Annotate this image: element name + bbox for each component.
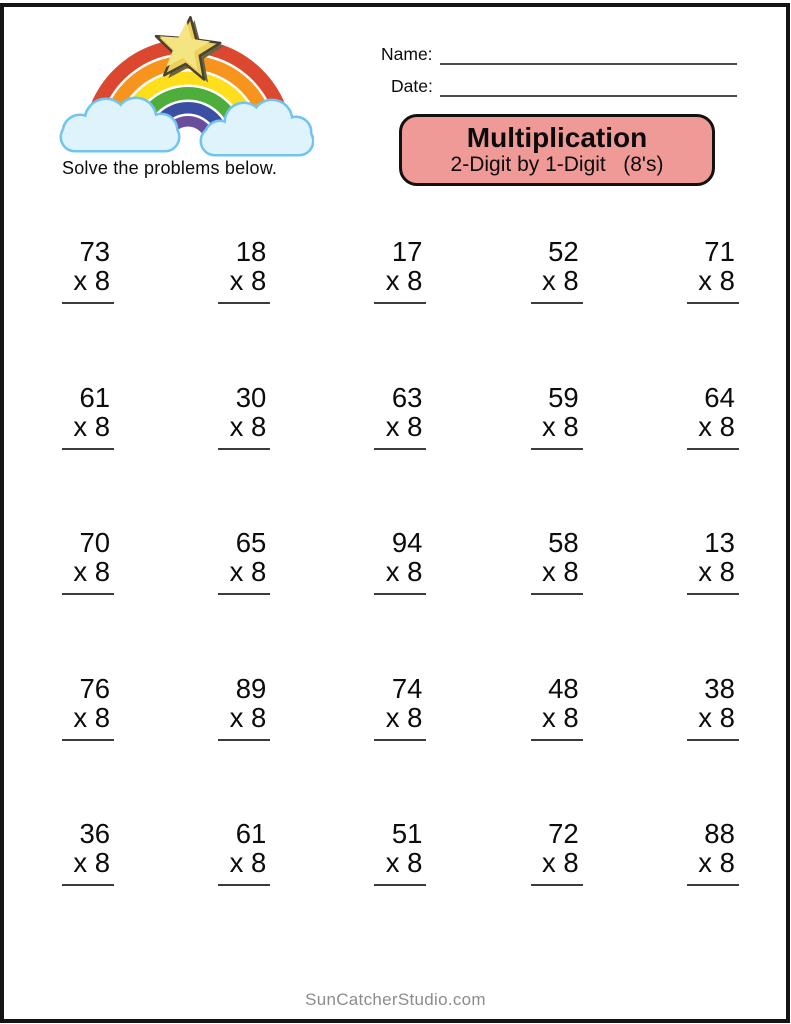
multiplicand: 70 xyxy=(79,527,111,558)
problem-r3-c4 xyxy=(531,528,583,595)
multiplier-row: x 8 xyxy=(542,847,579,878)
instructions-text: Solve the problems below. xyxy=(62,158,278,178)
problem-r1-c4 xyxy=(531,237,583,304)
problem-r5-c2 xyxy=(218,819,270,886)
multiplier-row: x 8 xyxy=(73,701,111,733)
problem-r3-c1 xyxy=(62,528,114,595)
multiplicand: 38 xyxy=(704,672,735,704)
multiplicand: 94 xyxy=(391,527,423,558)
problem-r4-c3 xyxy=(374,674,426,741)
problem-r5-c5 xyxy=(687,819,739,886)
multiplier-row: x 8 xyxy=(385,265,423,296)
problem-r5-c3 xyxy=(374,819,426,886)
multiplier-row: x 8 xyxy=(73,556,111,587)
multiplicand: 64 xyxy=(704,381,735,413)
problem-r1-c2 xyxy=(218,237,270,304)
worksheet-title: Multiplication xyxy=(466,122,648,153)
problem-r3-c5 xyxy=(687,528,739,595)
multiplicand: 48 xyxy=(548,672,579,704)
multiplicand: 13 xyxy=(704,527,735,558)
multiplier-row: x 8 xyxy=(542,410,579,442)
multiplicand: 76 xyxy=(79,672,111,704)
multiplier-row: x 8 xyxy=(542,265,579,296)
problem-r2-c4 xyxy=(531,383,583,450)
multiplier-row: x 8 xyxy=(229,265,267,296)
problem-r2-c3 xyxy=(374,383,426,450)
problem-r1-c1 xyxy=(62,237,114,304)
multiplier-row: x 8 xyxy=(73,265,111,296)
multiplier-row: x 8 xyxy=(698,410,735,442)
problem-r4-c1 xyxy=(62,674,114,741)
name-field-row xyxy=(381,44,737,65)
multiplier-row: x 8 xyxy=(698,701,735,733)
problem-r3-c3 xyxy=(374,528,426,595)
problem-r5-c1 xyxy=(62,819,114,886)
problem-r2-c5 xyxy=(687,383,739,450)
problem-r2-c1 xyxy=(62,383,114,450)
multiplicand: 72 xyxy=(548,818,579,849)
multiplicand: 51 xyxy=(391,818,423,849)
multiplicand: 65 xyxy=(235,527,267,558)
multiplier-row: x 8 xyxy=(385,410,423,442)
multiplicand: 71 xyxy=(704,236,735,267)
multiplicand: 73 xyxy=(79,236,111,267)
multiplicand: 89 xyxy=(235,672,267,704)
name-blank-line xyxy=(440,47,737,65)
problem-r5-c4 xyxy=(531,819,583,886)
multiplier-row: x 8 xyxy=(229,701,267,733)
multiplicand: 59 xyxy=(548,381,579,413)
name-date-block xyxy=(381,44,737,97)
multiplicand: 30 xyxy=(235,381,267,413)
worksheet-title-badge xyxy=(399,114,715,186)
multiplicand: 18 xyxy=(235,236,267,267)
problem-r4-c4 xyxy=(531,674,583,741)
rainbow-graphic xyxy=(52,16,314,158)
date-blank-line xyxy=(440,79,737,97)
problem-r2-c2 xyxy=(218,383,270,450)
multiplier-row: x 8 xyxy=(385,556,423,587)
multiplier-row: x 8 xyxy=(73,410,111,442)
multiplicand: 17 xyxy=(391,236,423,267)
multiplicand: 74 xyxy=(391,672,423,704)
problem-r4-c2 xyxy=(218,674,270,741)
multiplier-row: x 8 xyxy=(698,556,735,587)
multiplicand: 52 xyxy=(548,236,579,267)
multiplicand: 58 xyxy=(548,527,579,558)
date-label: Date: xyxy=(391,76,433,96)
multiplier-row: x 8 xyxy=(542,556,579,587)
multiplier-row: x 8 xyxy=(229,556,267,587)
multiplicand: 88 xyxy=(704,818,735,849)
worksheet-subtitle: 2-Digit by 1-Digit (8's) xyxy=(450,153,664,176)
multiplier-row: x 8 xyxy=(385,701,423,733)
problems-grid xyxy=(10,237,791,965)
multiplicand: 61 xyxy=(79,381,111,413)
date-field-row xyxy=(381,76,737,97)
problem-r3-c2 xyxy=(218,528,270,595)
name-label: Name: xyxy=(381,44,433,64)
multiplicand: 63 xyxy=(391,381,423,413)
multiplier-row: x 8 xyxy=(698,847,735,878)
problem-r1-c3 xyxy=(374,237,426,304)
multiplicand: 36 xyxy=(79,818,111,849)
footer-watermark: SunCatcherStudio.com xyxy=(305,990,486,1009)
problem-r4-c5 xyxy=(687,674,739,741)
problem-r1-c5 xyxy=(687,237,739,304)
multiplier-row: x 8 xyxy=(229,847,267,878)
multiplier-row: x 8 xyxy=(698,265,735,296)
multiplicand: 61 xyxy=(235,818,267,849)
multiplier-row: x 8 xyxy=(385,847,423,878)
multiplier-row: x 8 xyxy=(229,410,267,442)
multiplier-row: x 8 xyxy=(542,701,579,733)
multiplier-row: x 8 xyxy=(73,847,111,878)
